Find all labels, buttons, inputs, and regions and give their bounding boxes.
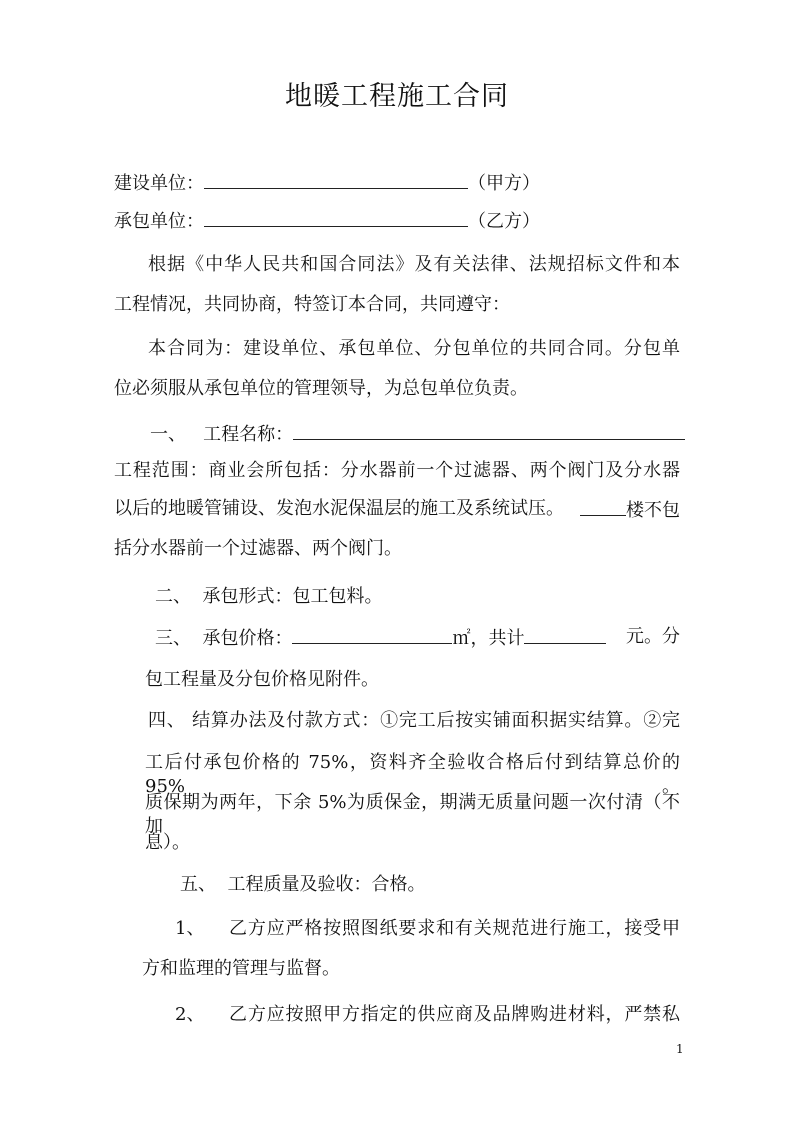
section-4-line-4: 息）。: [145, 832, 190, 853]
section-4-text: 结算办法及付款方式：①完工后按实铺面积据实结算。②完: [192, 710, 681, 731]
section-3-line-2: 包工程量及分包价格见附件。: [145, 669, 379, 690]
item-2-num: 2、: [175, 1004, 205, 1025]
party-a-line: [114, 170, 540, 194]
item-2-text: 乙方应按照甲方指定的供应商及品牌购进材料，严禁私: [229, 1004, 680, 1025]
party-a-label: 建设单位：: [114, 173, 204, 194]
scope-line-1: 工程范围：商业会所包括：分水器前一个过滤器、两个阀门及分水器: [114, 460, 680, 481]
party-a-suffix: （甲方）: [468, 173, 540, 194]
unit-price-blank[interactable]: [292, 625, 452, 644]
section-5-num: 五、: [180, 874, 216, 895]
party-a-blank[interactable]: [204, 170, 468, 189]
section-4-line-1: [148, 709, 680, 733]
total-price-blank[interactable]: [524, 625, 606, 644]
section-5: [180, 873, 425, 897]
section-2: [155, 585, 382, 609]
building-blank[interactable]: [580, 497, 626, 516]
scope-text: 以后的地暖管铺设、发泡水泥保温层的施工及系统试压。: [114, 498, 564, 519]
scope-line-2: [114, 497, 680, 521]
section-4-line-2: 工后付承包价格的 75%，资料齐全验收合格后付到结算总价的 95%。: [145, 752, 680, 797]
scope-text-end: 楼不包: [626, 500, 680, 521]
section-3-label: 承包价格：: [202, 628, 293, 649]
item-1-line-1: [175, 917, 680, 941]
project-name-blank[interactable]: [293, 421, 685, 440]
scope-note-line-2: 位必须服从承包单位的管理领导，为总包单位负责。: [114, 378, 528, 399]
item-1-line-2: 方和监理的管理与监督。: [142, 958, 340, 979]
intro-line-1: 根据《中华人民共和国合同法》及有关法律、法规招标文件和本: [148, 254, 680, 275]
page-number: 1: [676, 1042, 684, 1056]
party-b-line: [114, 208, 540, 232]
section-1: [150, 421, 685, 445]
scope-line-3: 括分水器前一个过滤器、两个阀门。: [114, 538, 402, 559]
party-b-blank[interactable]: [204, 208, 468, 227]
document-title: 地暖工程施工合同: [285, 81, 509, 112]
section-3-num: 三、: [155, 628, 191, 649]
party-b-label: 承包单位：: [114, 211, 204, 232]
item-1-text: 乙方应严格按照图纸要求和有关规范进行施工，接受甲: [229, 918, 680, 939]
section-1-num: 一、: [150, 424, 186, 445]
section-5-text: 工程质量及验收：合格。: [227, 874, 426, 895]
intro-line-2: 工程情况，共同协商，特签订本合同，共同遵守：: [114, 294, 510, 315]
section-2-num: 二、: [155, 586, 191, 607]
section-2-text: 承包形式：包工包料。: [202, 586, 383, 607]
section-1-label: 工程名称：: [203, 424, 294, 445]
section-3-end: 元。分: [626, 626, 680, 647]
section-3-unit: ㎡，共计: [452, 628, 525, 649]
party-b-suffix: （乙方）: [468, 211, 540, 232]
scope-note-line-1: 本合同为：建设单位、承包单位、分包单位的共同合同。分包单: [148, 338, 680, 359]
section-4-line-3: 质保期为两年，下余 5%为质保金，期满无质量问题一次付清（不加: [145, 792, 680, 837]
section-3: [155, 625, 680, 649]
item-2-line-1: [175, 1003, 680, 1027]
item-1-num: 1、: [175, 918, 205, 939]
section-4-num: 四、: [148, 710, 186, 731]
